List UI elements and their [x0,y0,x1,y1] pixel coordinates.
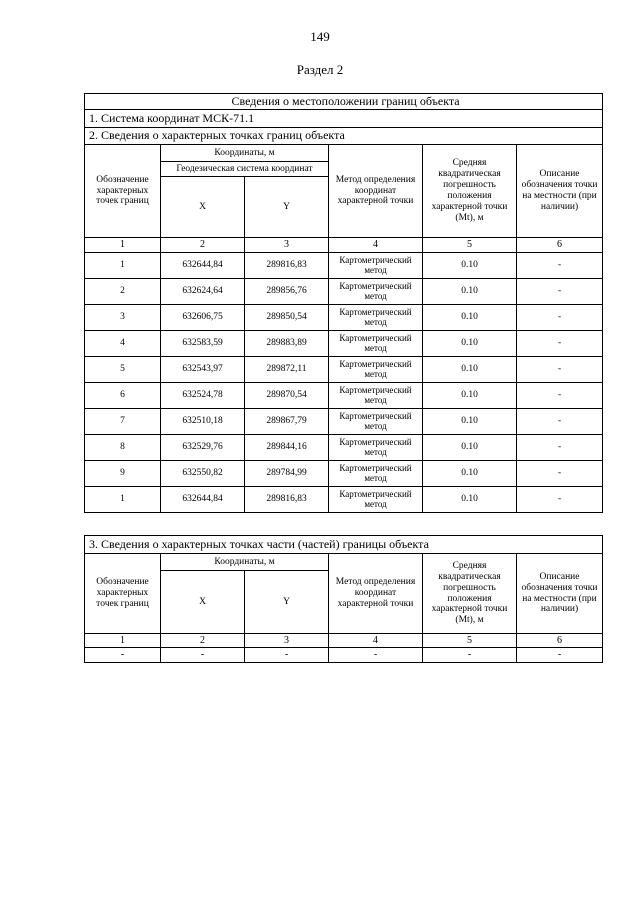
accuracy-cell: 0.10 [423,357,517,383]
description-cell: - [517,331,603,357]
header-accuracy: Средняя квадратическая погрешность положения характерной точки (Mt), м [423,145,517,238]
column-number: 4 [329,634,423,648]
description-cell: - [517,487,603,513]
header-designation: Обозначение характерных точек границ [85,145,161,238]
coord-y: 289856,76 [245,279,329,305]
accuracy-cell: 0.10 [423,279,517,305]
empty-cell: - [161,648,245,663]
part-boundary-table [84,535,603,663]
accuracy-cell: 0.10 [423,331,517,357]
description-cell: - [517,409,603,435]
accuracy-cell: 0.10 [423,409,517,435]
coord-y: 289816,83 [245,487,329,513]
accuracy-cell: 0.10 [423,461,517,487]
description-cell: - [517,383,603,409]
description-cell: - [517,253,603,279]
boundary-table [84,93,603,513]
empty-cell: - [245,648,329,663]
accuracy-cell: 0.10 [423,383,517,409]
column-number: 3 [245,634,329,648]
column-number-row [85,238,603,253]
description-cell: - [517,435,603,461]
column-number: 2 [161,238,245,253]
accuracy-cell: 0.10 [423,487,517,513]
coord-y: 289883,89 [245,331,329,357]
table-row [85,279,603,305]
method-cell: Картометрический метод [329,331,423,357]
column-number: 4 [329,238,423,253]
coord-y: 289872,11 [245,357,329,383]
header-description: Описание обозначения точки на местности (при наличии) [517,145,603,238]
column-number: 6 [517,238,603,253]
coord-x: 632606,75 [161,305,245,331]
point-number: 8 [85,435,161,461]
header-x: X [161,177,245,238]
point-number: 6 [85,383,161,409]
coord-x: 632644,84 [161,253,245,279]
column-number: 6 [517,634,603,648]
coord-x: 632529,76 [161,435,245,461]
table-title: Сведения о местоположении границ объекта [85,94,603,110]
header-coordinates: Координаты, м [161,554,329,571]
method-cell: Картометрический метод [329,409,423,435]
point-number: 9 [85,461,161,487]
header-x: X [161,571,245,634]
accuracy-cell: 0.10 [423,305,517,331]
column-number: 2 [161,634,245,648]
column-number: 5 [423,238,517,253]
empty-cell: - [423,648,517,663]
column-number: 1 [85,238,161,253]
points-section-title: 2. Сведения о характерных точках границ объекта [85,128,603,145]
empty-cell: - [329,648,423,663]
point-number: 1 [85,253,161,279]
point-number: 1 [85,487,161,513]
header-coordinates: Координаты, м [161,145,329,162]
coord-y: 289850,54 [245,305,329,331]
column-number: 1 [85,634,161,648]
accuracy-cell: 0.10 [423,435,517,461]
header-y: Y [245,571,329,634]
column-number-row [85,634,603,648]
header-description: Описание обозначения точки на местности (при наличии) [517,554,603,634]
point-number: 7 [85,409,161,435]
table-row [85,357,603,383]
header-accuracy: Средняя квадратическая погрешность положения характерной точки (Mt), м [423,554,517,634]
method-cell: Картометрический метод [329,305,423,331]
page-number: 149 [310,29,330,44]
coord-y: 289816,83 [245,253,329,279]
table-row [85,487,603,513]
coord-x: 632543,97 [161,357,245,383]
coord-x: 632583,59 [161,331,245,357]
description-cell: - [517,279,603,305]
coord-y: 289867,79 [245,409,329,435]
description-cell: - [517,357,603,383]
table-row [85,253,603,279]
table-row [85,648,603,663]
empty-cell: - [517,648,603,663]
table-row [85,331,603,357]
empty-cell: - [85,648,161,663]
table-row [85,461,603,487]
table-row [85,435,603,461]
description-cell: - [517,305,603,331]
header-method: Метод определения координат характерной точки [329,554,423,634]
coord-x: 632550,82 [161,461,245,487]
coord-x: 632644,84 [161,487,245,513]
coord-y: 289844,16 [245,435,329,461]
description-cell: - [517,461,603,487]
table-row [85,409,603,435]
coord-y: 289784,99 [245,461,329,487]
column-number: 3 [245,238,329,253]
accuracy-cell: 0.10 [423,253,517,279]
column-number: 5 [423,634,517,648]
header-y: Y [245,177,329,238]
point-number: 4 [85,331,161,357]
method-cell: Картометрический метод [329,279,423,305]
method-cell: Картометрический метод [329,357,423,383]
method-cell: Картометрический метод [329,383,423,409]
coord-x: 632524,78 [161,383,245,409]
method-cell: Картометрический метод [329,253,423,279]
method-cell: Картометрический метод [329,487,423,513]
point-number: 3 [85,305,161,331]
header-geodetic-system: Геодезическая система координат [161,162,329,177]
table-row [85,383,603,409]
method-cell: Картометрический метод [329,435,423,461]
coord-y: 289870,54 [245,383,329,409]
coord-x: 632624,64 [161,279,245,305]
section-title: Раздел 2 [296,62,344,77]
method-cell: Картометрический метод [329,461,423,487]
point-number: 2 [85,279,161,305]
table-row [85,305,603,331]
part-section-title: 3. Сведения о характерных точках части (частей) границы объекта [85,536,603,554]
coord-x: 632510,18 [161,409,245,435]
header-method: Метод определения координат характерной точки [329,145,423,238]
point-number: 5 [85,357,161,383]
header-designation: Обозначение характерных точек границ [85,554,161,634]
coordinate-system-row: 1. Система координат МСК-71.1 [85,110,603,128]
